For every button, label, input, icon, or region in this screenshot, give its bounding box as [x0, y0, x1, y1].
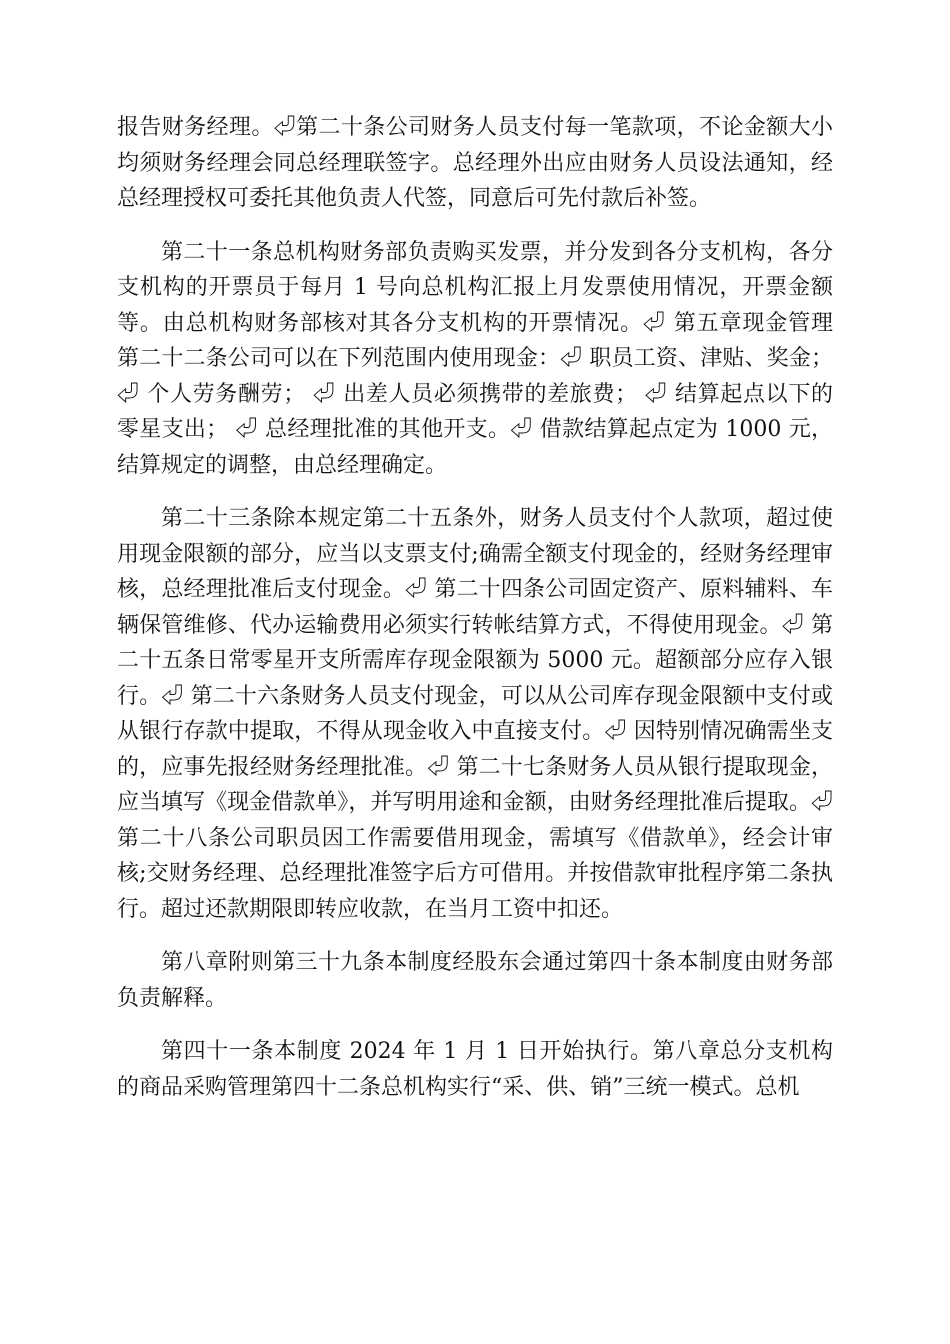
paragraph-3: 第二十三条除本规定第二十五条外，财务人员支付个人款项，超过使用现金限额的部分，应当以支票支付;确需全额支付现金的，经财务经理审核，总经理批准后支付现金。⏎ 第二十四条公司固定资产、原料辅料、车辆保管维修、代办运输费用必须实行转帐结算方式，不得使用现金。⏎ 第二十五条日常零星开支所需库存现金限额为 5000 元。超额部分应存入银行。⏎ 第二十六条财务人员支付现金，可以从公司库存现金限额中支付或从银行存款中提取，不得从现金收入中直接支付。⏎ 因特别情况确需坐支的，应事先报经财务经理批准。⏎ 第二十七条财务人员从银行提取现金，应当填写《现金借款单》，并写明用途和金额，由财务经理批准后提取。⏎ 第二十八条公司职员因工作需要借用现金，需填写《借款单》，经会计审核;交财务经理、总经理批准签字后方可借用。并按借款审批程序第二条执行。超过还款期限即转应收款，在当月工资中扣还。: [117, 506, 833, 922]
document-page: [117, 110, 833, 1123]
paragraph-4: 第八章附则第三十九条本制度经股东会通过第四十条本制度由财务部负责解释。: [117, 950, 833, 1011]
paragraph-2: 第二十一条总机构财务部负责购买发票，并分发到各分支机构，各分支机构的开票员于每月 1 号向总机构汇报上月发票使用情况，开票金额等。由总机构财务部核对其各分支机构的开票情况。⏎ 第五章现金管理 第二十二条公司可以在下列范围内使用现金：⏎ 职员工资、津贴、奖金； ⏎ 个人劳务酬劳； ⏎ 出差人员必须携带的差旅费； ⏎ 结算起点以下的零星支出； ⏎ 总经理批准的其他开支。⏎ 借款结算起点定为 1000 元，结算规定的调整，由总经理确定。: [117, 239, 833, 478]
paragraph-1: 报告财务经理。⏎第二十条公司财务人员支付每一笔款项，不论金额大小均须财务经理会同总经理联签字。总经理外出应由财务人员设法通知，经总经理授权可委托其他负责人代签，同意后可先付款后补签。: [117, 115, 833, 211]
paragraph-5: 第四十一条本制度 2024 年 1 月 1 日开始执行。第八章总分支机构的商品采购管理第四十二条总机构实行“采、供、销”三统一模式。总机: [117, 1039, 833, 1100]
